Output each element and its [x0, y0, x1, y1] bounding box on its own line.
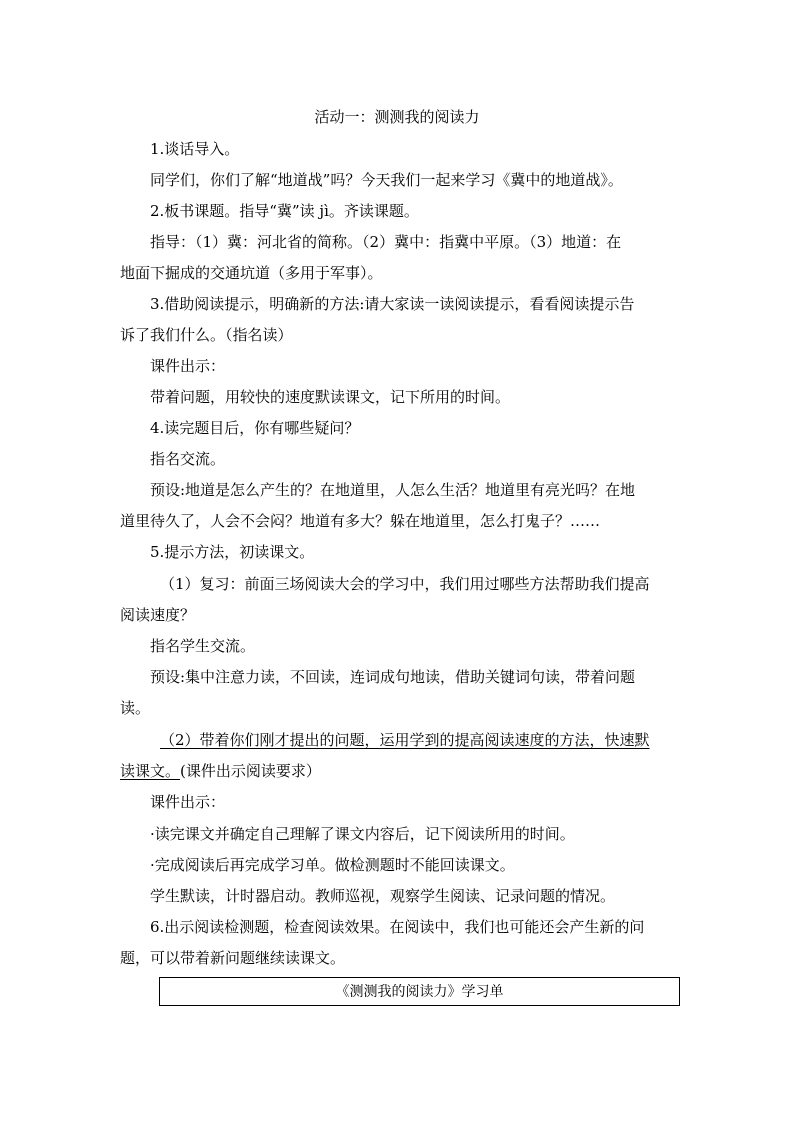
underlined-text: 读课文。: [120, 762, 181, 780]
paragraph-line: 道里待久了，人会不会闷？地道有多大？躲在地道里，怎么打鬼子？……: [120, 512, 601, 530]
paragraph-line-mixed: [120, 761, 321, 781]
paragraph-line: 诉了我们什么。（指名读）: [120, 326, 293, 344]
bullet-line: ·读完课文并确定自己理解了课文内容后，记下阅读所用的时间。: [150, 825, 575, 843]
paragraph-line: 1.谈话导入。: [150, 140, 240, 158]
paragraph-line: 6.出示阅读检测题，检查阅读效果。在阅读中，我们也可能还会产生新的问: [150, 918, 645, 936]
paragraph-line: 指名学生交流。: [150, 637, 256, 655]
table-title: 《测测我的阅读力》学习单: [335, 984, 504, 1000]
bullet-line: ·完成阅读后再完成学习单。做检测题时不能回读课文。: [150, 856, 515, 874]
paragraph-line: 4.读完题目后，你有哪些疑问？: [150, 419, 360, 437]
paragraph-line: 课件出示：: [150, 793, 226, 811]
worksheet-table: [159, 977, 680, 1006]
paragraph-line: 5.提示方法，初读课文。: [150, 543, 315, 561]
paragraph-line: 题，可以带着新问题继续读课文。: [120, 949, 346, 967]
paragraph-line: 同学们，你们了解“地道战”吗？今天我们一起来学习《冀中的地道战》。: [150, 171, 623, 189]
paragraph-line: 预设:地道是怎么产生的？在地道里，人怎么生活？地道里有亮光吗？在地: [150, 481, 636, 499]
paragraph-line: 3.借助阅读提示，明确新的方法:请大家读一读阅读提示，看看阅读提示告: [150, 295, 635, 313]
underlined-line: （2）带着你们刚才提出的问题，运用学到的提高阅读速度的方法，快速默: [160, 731, 650, 749]
paragraph-line: 学生默读，计时器启动。教师巡视，观察学生阅读、记录问题的情况。: [150, 887, 616, 905]
paragraph-line: 指名交流。: [150, 450, 226, 468]
plain-text: (课件出示阅读要求）: [180, 762, 321, 780]
paragraph-line: 地面下掘成的交通坑道（多用于军事）。: [120, 264, 383, 282]
paragraph-line: 带着问题，用较快的速度默读课文，记下所用的时间。: [150, 388, 511, 406]
paragraph-line: 指导：（1）冀：河北省的简称。（2）冀中：指冀中平原。（3）地道：在: [150, 233, 622, 251]
paragraph-line: （1）复习：前面三场阅读大会的学习中，我们用过哪些方法帮助我们提高: [160, 575, 650, 593]
paragraph-line: 读。: [120, 699, 151, 717]
paragraph-line: 2.板书课题。指导“冀”读 jì。齐读课题。: [150, 202, 419, 220]
paragraph-line: 阅读速度？: [120, 606, 196, 624]
paragraph-line: 预设:集中注意力读，不回读，连词成句地读，借助关键词句读，带着问题: [150, 668, 636, 686]
paragraph-line: 课件出示：: [150, 357, 226, 375]
activity-title: 活动一：测测我的阅读力: [314, 108, 480, 126]
